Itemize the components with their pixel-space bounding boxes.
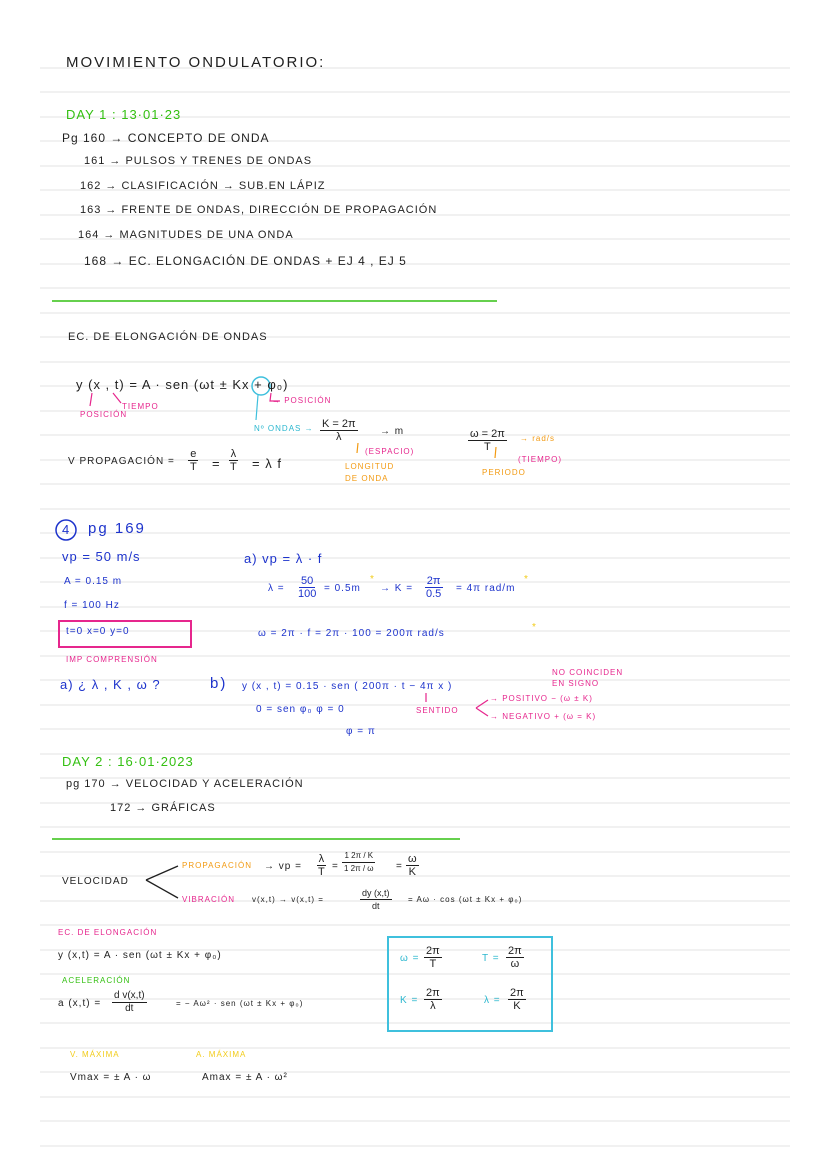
imp-comprension: IMP COMPRENSIÓN: [66, 655, 158, 664]
a-max-label: A. MÁXIMA: [196, 1050, 247, 1059]
star-2: *: [524, 574, 529, 585]
prop-frac-3-num: ω: [408, 853, 417, 865]
day2-heading: DAY 2 : 16·01·2023: [62, 754, 194, 769]
positivo-label: → POSITIVO − (ω ± K): [490, 694, 593, 703]
en-signo: EN SIGNO: [552, 679, 600, 688]
vib-den: dt: [372, 901, 380, 911]
phase-line-2: φ = π: [346, 726, 376, 737]
vprop-rest: = λ f: [252, 456, 282, 471]
day1-heading: DAY 1 : 13·01·23: [66, 107, 182, 122]
de-onda-label: DE ONDA: [345, 474, 389, 483]
vprop-frac-2-den: T: [230, 461, 237, 473]
elongation-heading: EC. DE ELONGACIÓN DE ONDAS: [68, 331, 268, 343]
box-l-num: 2π: [510, 987, 524, 999]
box-w-fraction: [424, 945, 442, 970]
no-coinciden: NO COINCIDEN: [552, 668, 624, 677]
vprop-frac-2: [228, 448, 239, 473]
vib-eq: v(x,t) → v(x,t) =: [252, 895, 324, 904]
prop-frac-3: [406, 853, 419, 878]
periodo-label: PERIODO: [482, 468, 526, 477]
vib-fraction: [360, 887, 392, 912]
k-eq: → K =: [380, 583, 414, 594]
elong2-heading: EC. DE ELONGACIÓN: [58, 928, 158, 937]
acel-fraction: [112, 990, 147, 1015]
answer-b-label: b): [210, 675, 228, 692]
lambda-fraction: [296, 575, 318, 600]
day2-line-1: pg 170 → VELOCIDAD Y ACELERACIÓN: [66, 778, 304, 790]
prop-frac-2: [342, 850, 376, 875]
omega-fraction-num: ω = 2π: [470, 428, 505, 440]
vprop-frac-1: [188, 448, 199, 473]
vibracion-label: VIBRACIÓN: [182, 895, 236, 904]
vprop-frac-1-den: T: [190, 461, 197, 473]
lambda-result: = 0.5m: [324, 583, 361, 594]
elong2-eq: y (x,t) = A · sen (ωt ± Kx + φ₀): [58, 950, 222, 961]
omega-eq: ω = 2π · f = 2π · 100 = 200π rad/s: [258, 628, 445, 639]
box-k-den: λ: [430, 1000, 436, 1012]
vib-num: dy (x,t): [362, 888, 390, 898]
box-k-fraction: [424, 987, 442, 1012]
sentido-label: SENTIDO: [416, 706, 459, 715]
box-t-fraction: [506, 945, 524, 970]
k-result: = 4π rad/m: [456, 583, 516, 594]
k-result-num: 2π: [426, 575, 441, 587]
prop-frac-2-num: 1 2π / K: [342, 850, 375, 863]
given-f: f = 100 Hz: [64, 600, 120, 611]
exercise-page: pg 169: [88, 520, 146, 537]
box-l-fraction: [508, 987, 526, 1012]
no-ondas-label: Nº ONDAS →: [254, 424, 314, 433]
answer-a-label: a) vp = λ · f: [244, 551, 323, 566]
omega-fraction-den: T: [484, 441, 491, 453]
formula-box: [387, 936, 553, 1032]
prop-frac-1-num: λ: [318, 853, 325, 865]
page-title: MOVIMIENTO ONDULATORIO:: [66, 54, 326, 71]
box-t-den: ω: [510, 958, 520, 970]
v-max-label: V. MÁXIMA: [70, 1050, 120, 1059]
day1-line-5: 164 → MAGNITUDES DE UNA ONDA: [78, 229, 294, 241]
espacio-label: (ESPACIO): [365, 447, 415, 456]
box-k-lhs: K =: [400, 995, 419, 1006]
prop-eq-sign-2: =: [396, 861, 403, 872]
day1-line-6: 168 → EC. ELONGACIÓN DE ONDAS + EJ 4 , EJ 5: [84, 254, 407, 268]
tiempo-paren: (TIEMPO): [518, 455, 562, 464]
box-k-num: 2π: [426, 987, 440, 999]
box-l-den: K: [513, 1000, 521, 1012]
vprop-frac-1-num: e: [190, 448, 197, 460]
prop-frac-3-den: K: [408, 866, 416, 878]
given-a: A = 0.15 m: [64, 576, 123, 587]
tiempo-label: TIEMPO: [122, 402, 159, 411]
star-1: *: [370, 574, 375, 585]
box-w-num: 2π: [426, 945, 440, 957]
acel-rhs: = − Aω² · sen (ωt ± Kx + φ₀): [176, 999, 304, 1008]
k-fraction-num: K = 2π: [322, 418, 356, 430]
exercise-number: 4: [62, 522, 71, 537]
vprop-frac-2-num: λ: [230, 448, 237, 460]
day1-line-2: 161 → PULSOS Y TRENES DE ONDAS: [84, 155, 313, 167]
acel-den: dt: [125, 1003, 134, 1014]
acel-lhs: a (x,t) =: [58, 998, 102, 1009]
vprop-label: V PROPAGACIÓN =: [68, 456, 175, 467]
box-t-lhs: T =: [482, 953, 500, 964]
box-w-den: T: [429, 958, 437, 970]
vprop-eq-sign: =: [212, 456, 221, 471]
k-result-den: 0.5: [426, 588, 442, 600]
negativo-label: → NEGATIVO + (ω = K): [490, 712, 597, 721]
a-max-eq: Amax = ± A · ω²: [202, 1072, 288, 1083]
k-result-fraction: [424, 575, 443, 600]
vib-result: = Aω · cos (ωt ± Kx + φ₀): [408, 895, 523, 904]
box-t-num: 2π: [508, 945, 522, 957]
omega-fraction: [468, 428, 507, 453]
phase-line-1: 0 = sen φ₀ φ = 0: [256, 704, 345, 715]
answer-b-eq: y (x , t) = 0.15 · sen ( 200π · t − 4π x ): [242, 681, 453, 692]
day1-line-3: 162 → CLASIFICACIÓN → SUB.EN LÁPIZ: [80, 180, 326, 192]
question-a: a) ¿ λ , K , ω ?: [60, 677, 161, 692]
velocidad-label: VELOCIDAD: [62, 876, 129, 887]
k-unit: → m: [380, 426, 405, 437]
prop-frac-2-den: 1 2π / ω: [344, 864, 374, 873]
prop-eq-sign-1: =: [332, 861, 339, 872]
prop-frac-1: [316, 853, 327, 878]
given-vp: vp = 50 m/s: [62, 549, 141, 564]
lambda-den: 100: [298, 588, 317, 600]
v-max-eq: Vmax = ± A · ω: [70, 1072, 152, 1083]
elongation-equation: y (x , t) = A · sen (ωt ± Kx + φ₀): [76, 377, 289, 392]
given-conditions: t=0 x=0 y=0: [66, 626, 130, 637]
box-w-lhs: ω =: [400, 953, 420, 964]
k-fraction: [320, 418, 358, 443]
star-3: *: [532, 622, 537, 633]
day2-line-2: 172 → GRÁFICAS: [110, 802, 216, 814]
propagacion-label: PROPAGACIÓN: [182, 861, 252, 870]
lambda-num: 50: [301, 575, 314, 587]
day1-line-4: 163 → FRENTE DE ONDAS, DIRECCIÓN DE PROPAGACIÓN: [80, 204, 438, 216]
acel-heading: ACELERACIÓN: [62, 976, 131, 985]
longitud-label: LONGITUD: [345, 462, 395, 471]
acel-num: d v(x,t): [114, 990, 145, 1001]
box-l-lhs: λ =: [484, 995, 501, 1006]
lambda-eq: λ =: [268, 583, 285, 594]
omega-unit: → rad/s: [520, 434, 556, 443]
prop-frac-1-den: T: [318, 866, 325, 878]
posicion-arrow-label: → POSICIÓN: [272, 396, 332, 405]
k-fraction-den: λ: [336, 431, 342, 443]
day1-line-1: Pg 160 → CONCEPTO DE ONDA: [62, 131, 270, 145]
prop-eq: → vp =: [264, 861, 302, 872]
posicion-label: POSICIÓN: [80, 410, 128, 419]
